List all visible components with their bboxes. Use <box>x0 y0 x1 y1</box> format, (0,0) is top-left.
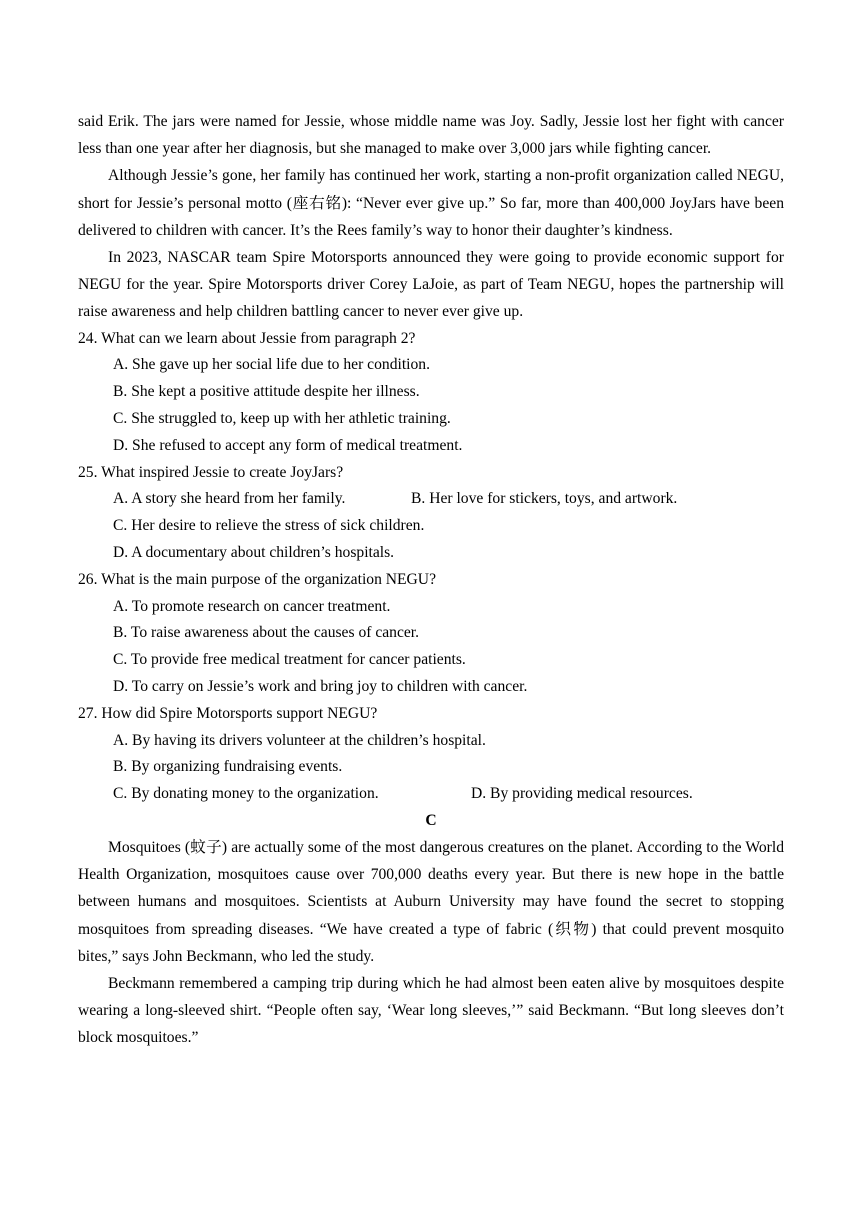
question-stem: 24. What can we learn about Jessie from paragraph 2? <box>78 329 416 347</box>
question-24 <box>78 326 784 460</box>
option-row-cd <box>78 781 784 808</box>
option-d: D. By providing medical resources. <box>471 785 693 803</box>
passage-b-paragraph-1: said Erik. The jars were named for Jessie, whose middle name was Joy. Sadly, Jessie lost her fight with cancer less than one year after her diagnosis, but she managed to make over 3,000 jars while fighting cancer. <box>78 113 784 158</box>
passage-b-paragraph-2: Although Jessie’s gone, her family has continued her work, starting a non-profit organization called NEGU, short for Jessie’s personal motto (座右铭): “Never ever give up.” So far, more than 400,000 JoyJars have been delivered to children with cancer. It’s the Rees family’s way to honor their daughter’s kindness. <box>78 167 784 239</box>
option-b: B. By organizing fundraising events. <box>113 758 343 776</box>
section-heading-c: C <box>425 811 437 829</box>
option-b: B. She kept a positive attitude despite her illness. <box>113 383 420 401</box>
question-26 <box>78 567 784 701</box>
question-25 <box>78 460 784 567</box>
option-d: D. A documentary about children’s hospitals. <box>113 544 395 561</box>
question-stem: 25. What inspired Jessie to create JoyJars? <box>78 463 344 481</box>
option-a: A. To promote research on cancer treatment. <box>113 597 391 615</box>
option-row-ab <box>78 486 784 513</box>
passage-b-paragraph-3: In 2023, NASCAR team Spire Motorsports announced they were going to provide economic support for NEGU for the year. Spire Motorsports driver Corey LaJoie, as part of Team NEGU, hopes the partnership will raise awareness and help children battling cancer to never ever give up. <box>78 249 784 321</box>
question-stem: 26. What is the main purpose of the organization NEGU? <box>78 570 436 588</box>
option-b: B. To raise awareness about the causes of cancer. <box>113 624 420 642</box>
option-c: C. She struggled to, keep up with her athletic training. <box>113 410 451 428</box>
option-c: C. To provide free medical treatment for cancer patients. <box>113 651 466 669</box>
option-b: B. Her love for stickers, toys, and artwork. <box>411 490 678 508</box>
option-c: C. By donating money to the organization. <box>113 785 379 803</box>
option-d: D. She refused to accept any form of medical treatment. <box>113 436 463 454</box>
option-d: D. To carry on Jessie’s work and bring joy to children with cancer. <box>113 677 528 695</box>
passage-c-paragraph-1: Mosquitoes (蚊子) are actually some of the most dangerous creatures on the planet. According to the World Health Organization, mosquitoes cause over 700,000 deaths every year. But there is new hope in the battle between humans and mosquitoes. Scientists at Auburn University may have found the secret to stopping mosquitoes from spreading diseases. “We have created a type of fabric (织物) that could prevent mosquito bites,” says John Beckmann, who led the study. <box>78 838 784 965</box>
option-a: A. A story she heard from her family. <box>113 490 346 508</box>
question-stem: 27. How did Spire Motorsports support NEGU? <box>78 704 378 722</box>
passage-c-paragraph-2: Beckmann remembered a camping trip during which he had almost been eaten alive by mosquitoes despite wearing a long-sleeved shirt. “People often say, ‘Wear long sleeves,’” said Beckmann. “But long sleeves don’t block mosquitoes.” <box>78 974 784 1047</box>
question-27 <box>78 701 784 808</box>
option-a: A. She gave up her social life due to her condition. <box>113 356 430 374</box>
option-a: A. By having its drivers volunteer at the children’s hospital. <box>113 731 486 749</box>
option-c: C. Her desire to relieve the stress of sick children. <box>113 517 425 535</box>
